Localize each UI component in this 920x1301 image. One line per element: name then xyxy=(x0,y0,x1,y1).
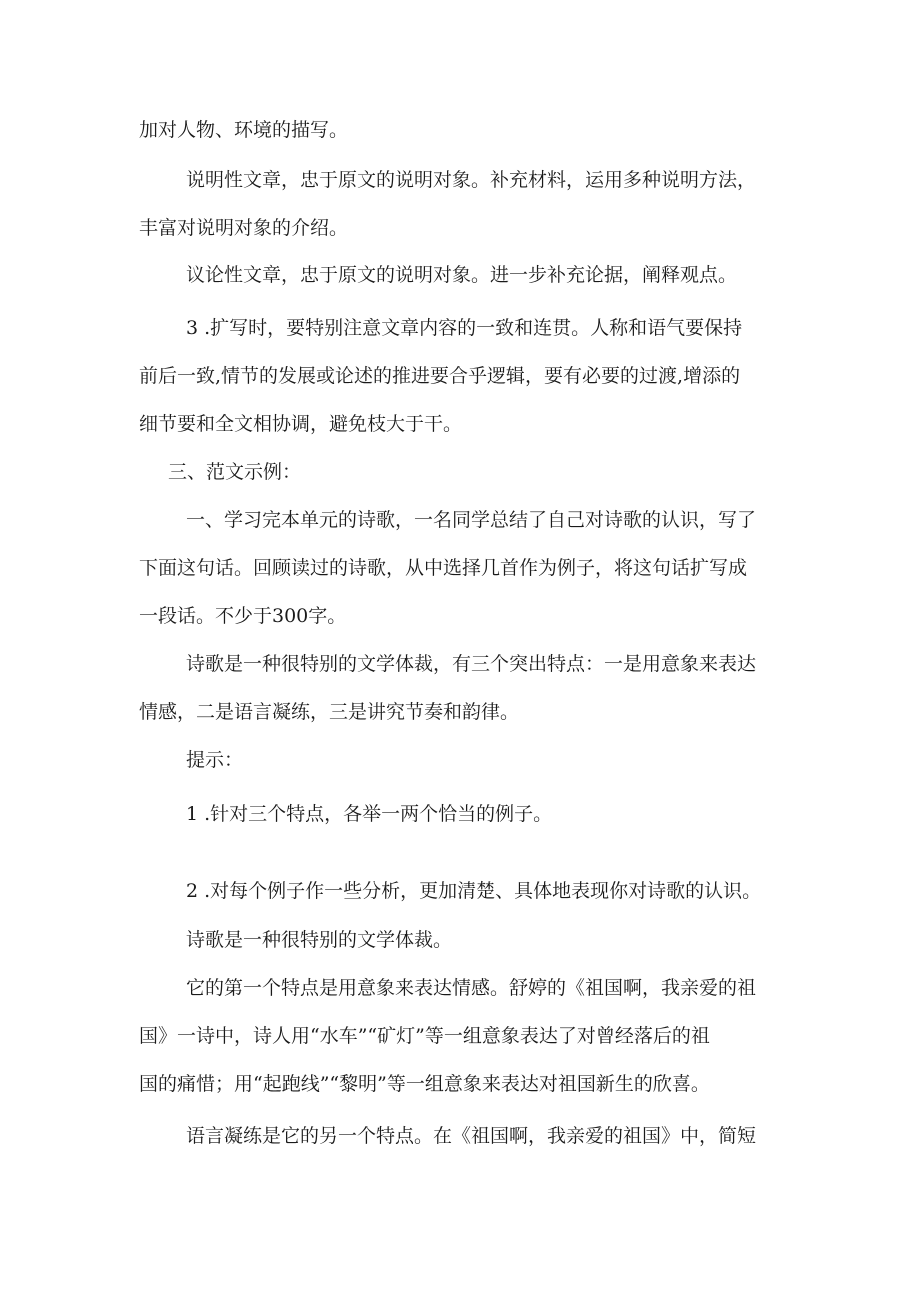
text-line: 一段话。不少于300字。 xyxy=(139,605,347,627)
text-line: 它的第一个特点是用意象来表达情感。舒婷的《祖国啊，我亲爱的祖 xyxy=(186,977,757,999)
text-line: 语言凝练是它的另一个特点。在《祖国啊，我亲爱的祖国》中，简短 xyxy=(186,1125,757,1147)
text-line: 说明性文章，忠于原文的说明对象。补充材料，运用多种说明方法， xyxy=(186,169,757,191)
text-line: 3 .扩写时，要特别注意文章内容的一致和连贯。人称和语气要保持 xyxy=(186,317,743,339)
text-line: 2 .对每个例子作一些分析，更加清楚、具体地表现你对诗歌的认识。 xyxy=(186,880,762,902)
text-line: 情感，二是语言凝练，三是讲究节奏和韵律。 xyxy=(139,701,520,723)
text-line: 加对人物、环境的描写。 xyxy=(139,119,349,141)
text-line: 1 .针对三个特点，各举一两个恰当的例子。 xyxy=(186,803,553,825)
text-line: 国的痛惜；用“起跑线”“黎明”等一组意象来表达对祖国新生的欣喜。 xyxy=(139,1073,710,1095)
text-line: 下面这句话。回顾读过的诗歌，从中选择几首作为例子，将这句话扩写成 xyxy=(139,557,748,579)
text-line: 前后一致,情节的发展或论述的推进要合乎逻辑，要有必要的过渡,增添的 xyxy=(139,365,741,387)
text-line: 一、学习完本单元的诗歌，一名同学总结了自己对诗歌的认识，写了 xyxy=(186,509,757,531)
text-line: 细节要和全文相协调，避免枝大于干。 xyxy=(139,413,463,435)
text-line: 诗歌是一种很特别的文学体裁。 xyxy=(186,929,453,951)
section-heading: 三、范文示例： xyxy=(168,461,302,483)
text-line: 诗歌是一种很特别的文学体裁，有三个突出特点：一是用意象来表达 xyxy=(186,653,757,675)
text-line: 丰富对说明对象的介绍。 xyxy=(139,217,349,239)
text-line: 提示： xyxy=(186,749,244,771)
text-line: 议论性文章，忠于原文的说明对象。进一步补充论据，阐释观点。 xyxy=(186,264,738,286)
text-line: 国》一诗中，诗人用“水车”“矿灯”等一组意象表达了对曾经落后的祖 xyxy=(139,1025,710,1047)
